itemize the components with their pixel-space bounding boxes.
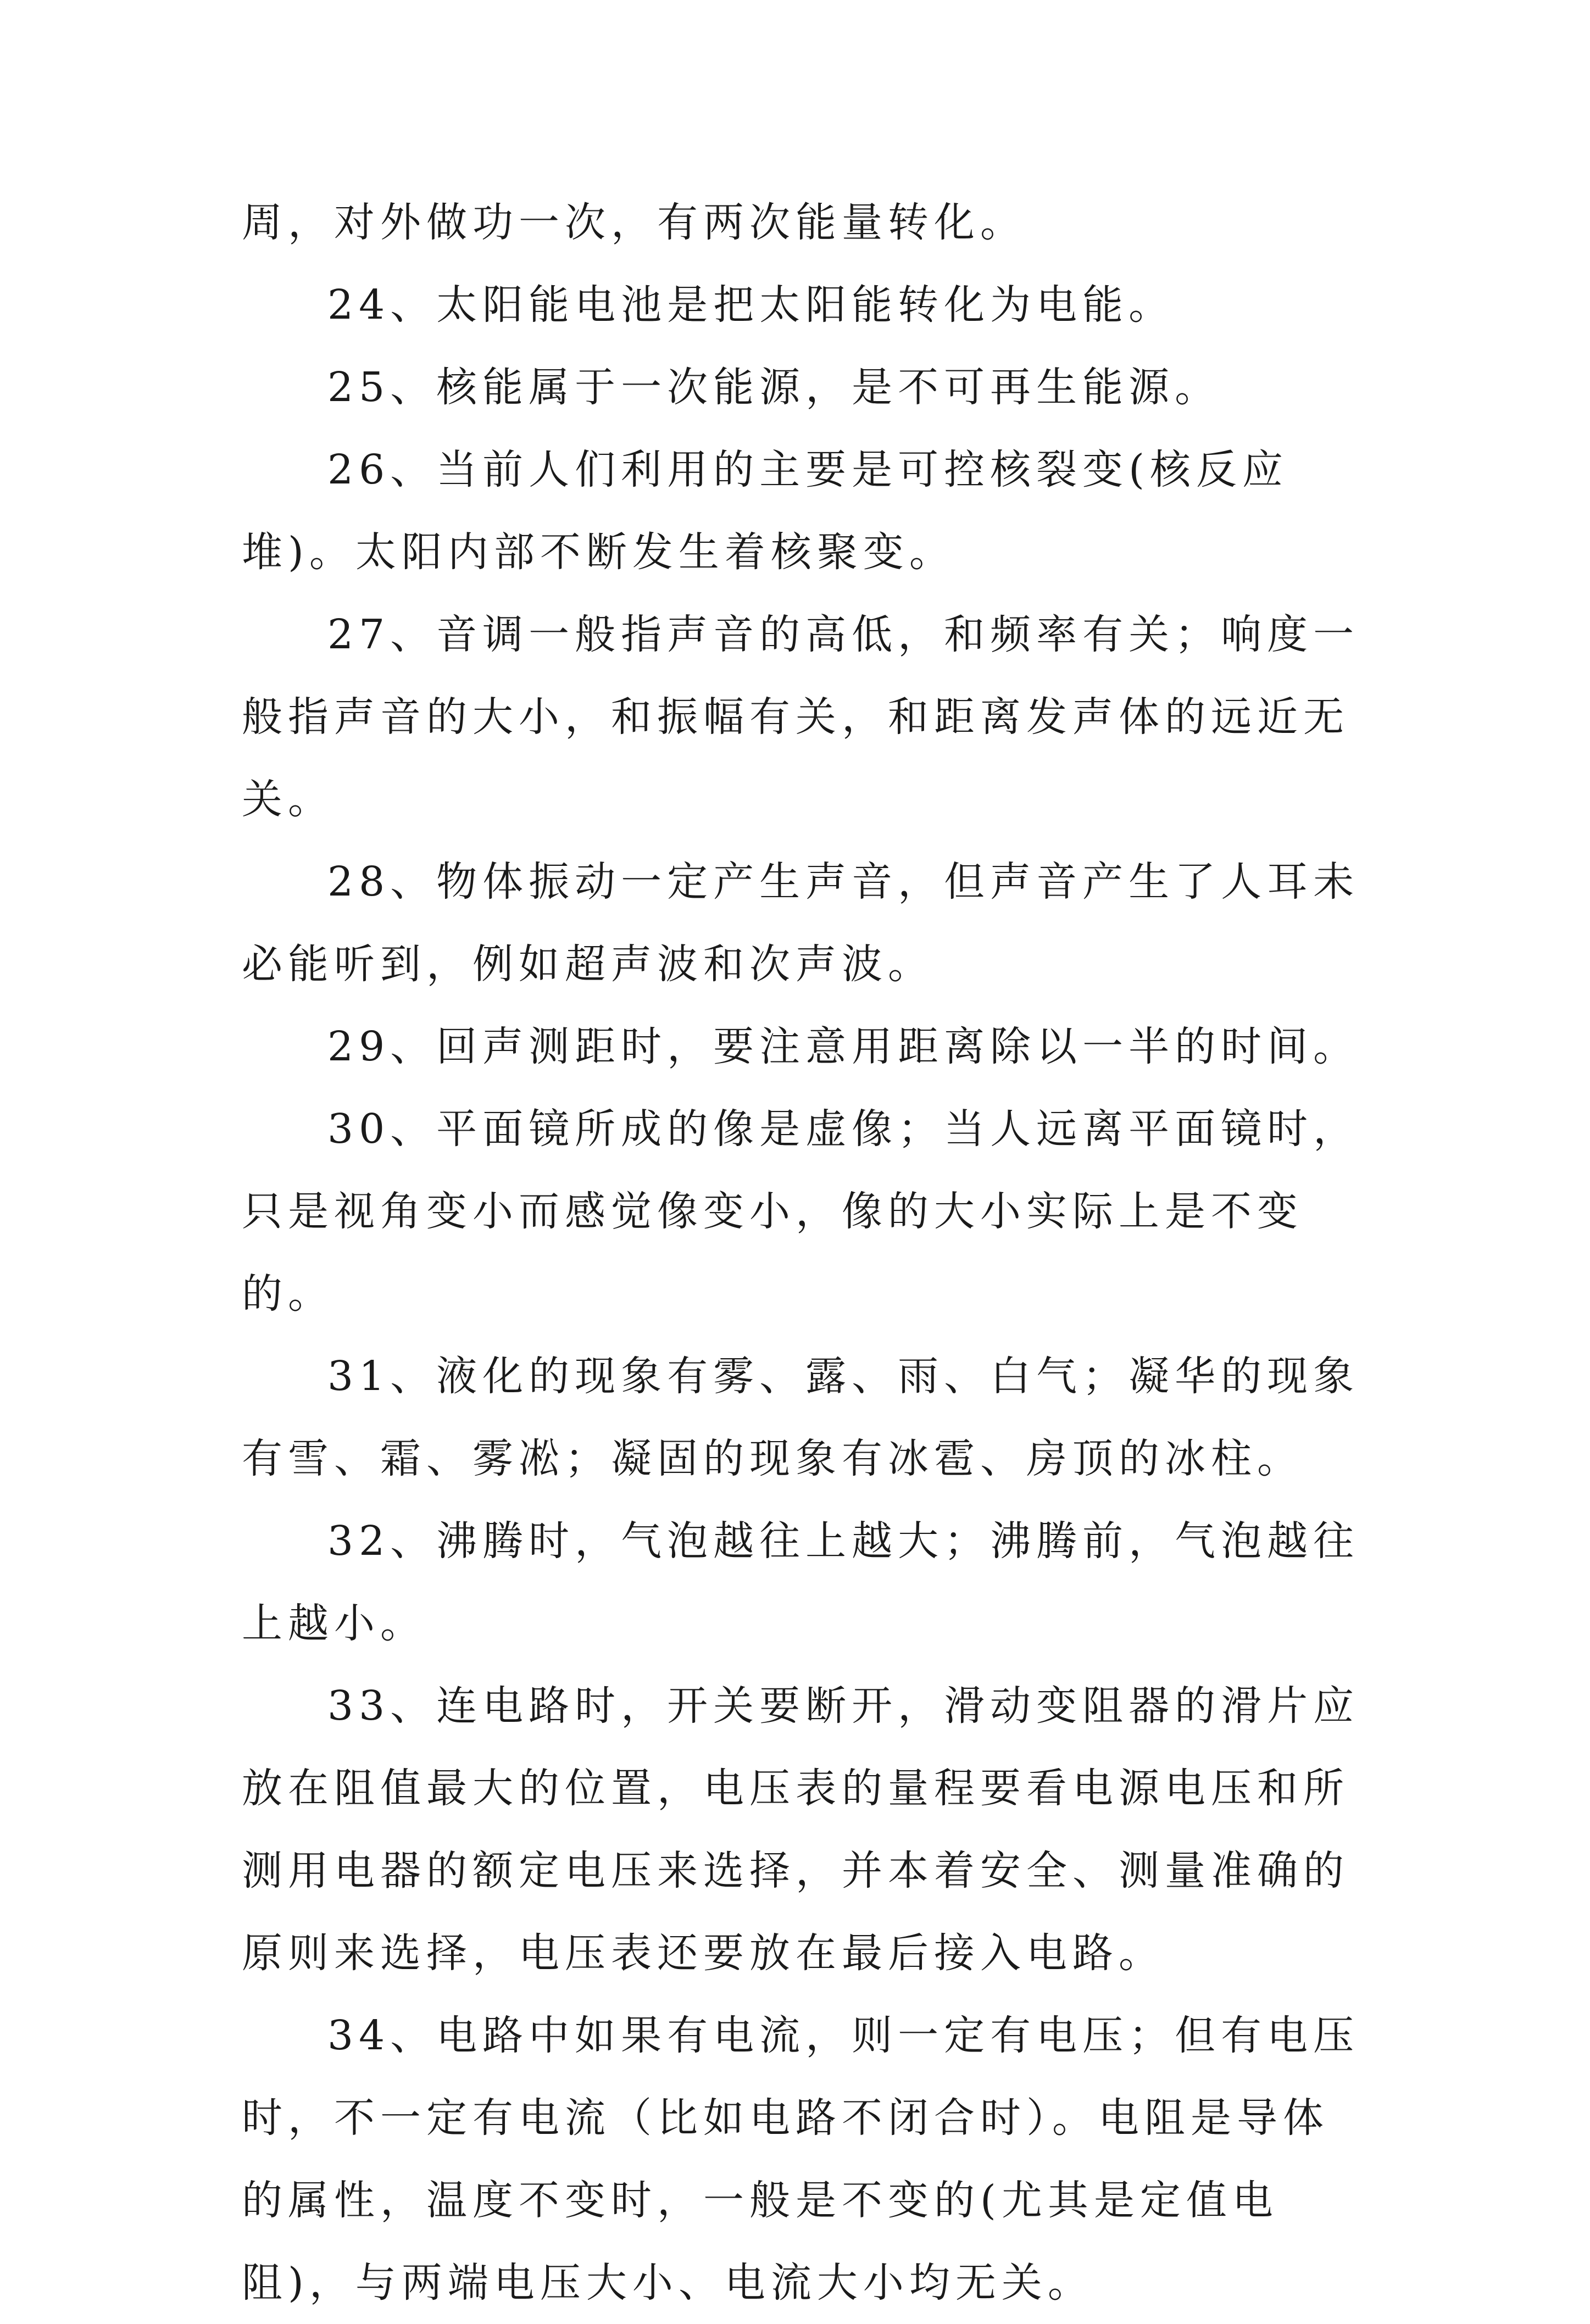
paragraph-item-29: 29、回声测距时，要注意用距离除以一半的时间。 bbox=[327, 1023, 1360, 1070]
paragraph-item-24: 24、太阳能电池是把太阳能转化为电能。 bbox=[327, 281, 1175, 329]
paragraph-item-34: 34、电路中如果有电流，则一定有电压；但有电压时，不一定有电流（比如电路不闭合时）。电阻是导体的属性，温度不变时，一般是不变的(尤其是定值电阻)，与两端电压大小、电流大小均无关。 bbox=[242, 2012, 1360, 2306]
paragraph-item-26: 26、当前人们利用的主要是可控核裂变(核反应堆)。太阳内部不断发生着核聚变。 bbox=[242, 446, 1289, 576]
paragraph-item-25: 25、核能属于一次能源，是不可再生能源。 bbox=[327, 364, 1221, 411]
paragraph-item-32: 32、沸腾时，气泡越往上越大；沸腾前，气泡越往上越小。 bbox=[242, 1517, 1360, 1647]
paragraph-item-30: 30、平面镜所成的像是虚像；当人远离平面镜时，只是视角变小而感觉像变小，像的大小实际上是不变的。 bbox=[242, 1105, 1360, 1317]
paragraph-item-27: 27、音调一般指声音的高低，和频率有关；响度一般指声音的大小，和振幅有关，和距离发声体的远近无关。 bbox=[242, 611, 1360, 823]
paragraph-item-33: 33、连电路时，开关要断开，滑动变阻器的滑片应放在阻值最大的位置，电压表的量程要看电源电压和所测用电器的额定电压来选择，并本着安全、测量准确的原则来选择，电压表还要放在最后接入电路。 bbox=[242, 1682, 1360, 1977]
document-body bbox=[242, 181, 1363, 2324]
paragraph-continuation: 周，对外做功一次，有两次能量转化。 bbox=[242, 199, 1026, 246]
paragraph-item-31: 31、液化的现象有雾、露、雨、白气；凝华的现象有雪、霜、雾凇；凝固的现象有冰雹、房顶的冰柱。 bbox=[242, 1353, 1360, 1482]
paragraph-item-28: 28、物体振动一定产生声音，但声音产生了人耳未必能听到，例如超声波和次声波。 bbox=[242, 858, 1360, 988]
